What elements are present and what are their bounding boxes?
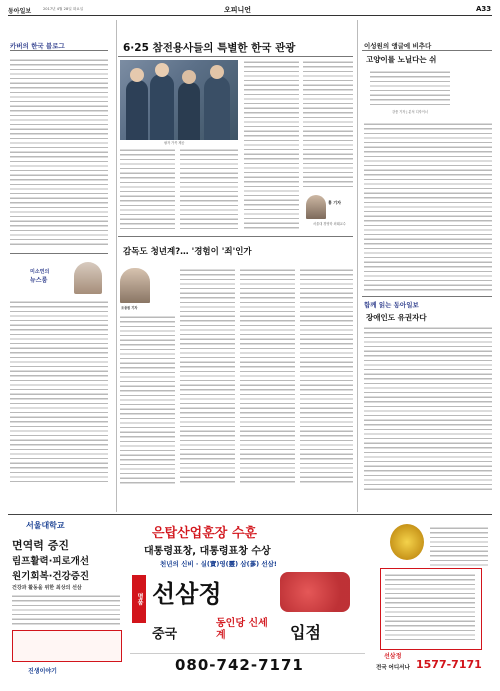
right-title: 고양이를 노닐다는 쉬 [366, 55, 437, 64]
ad-sub-award: 대통령표창, 대통령표창 수상 [144, 546, 271, 557]
columnist-avatar [74, 262, 102, 294]
right-text [364, 122, 492, 292]
masthead: 동아일보 [8, 8, 32, 15]
middle-author: 조종원 기자 [121, 306, 138, 310]
main-photo [120, 60, 238, 140]
ad-slogan: 천년의 신비 · 실(實)영(靈) 삼(蔘) 선삼! [160, 560, 277, 568]
ad-school-name: 서울대학교 [26, 521, 65, 530]
ad-product-name: 선삼정 [152, 580, 222, 608]
main-text-col1 [120, 148, 175, 230]
ad-center [130, 520, 365, 678]
header-rule [8, 15, 492, 16]
right-label-rule [362, 50, 492, 51]
middle-text-col3 [240, 268, 295, 485]
box-label-right: 함께 읽는 동아일보 [364, 301, 419, 309]
left-column-text [10, 58, 108, 248]
middle-text-col4 [300, 268, 353, 485]
ad-info-box [12, 630, 122, 662]
ad-top-rule [8, 514, 492, 515]
column-label-right: 이성원의 앵글에 비추다 [364, 42, 432, 50]
byline-name: 홍 기자 [328, 200, 341, 205]
right-box-title: 장애인도 유권자다 [366, 313, 427, 322]
center-divider [116, 20, 117, 512]
middle-text-col2 [180, 268, 235, 485]
ad-line-3: 원기회복·건강증진 [12, 571, 90, 582]
byline-sub: 서울대 경영학 외래교수 [313, 222, 346, 226]
main-headline-rule [118, 56, 353, 57]
right-divider [357, 20, 358, 512]
main-headline: 6·25 참전용사들의 특별한 한국 관광 [123, 42, 296, 54]
ad-award-title: 은탑산업훈장 수훈 [152, 526, 257, 541]
ad-line-4: 건강과 활동을 위한 최상의 선삼 [12, 585, 82, 591]
ad-brand-logo: 진생이야기 [28, 668, 57, 675]
ad-right-brand: 선삼정 [384, 653, 402, 660]
photo-caption: 필자 가족 제공 [164, 141, 185, 145]
ad-side-tag: 명품 [132, 575, 146, 623]
ad-phone-number: 080-742-7171 [175, 656, 304, 674]
middle-author-photo [120, 268, 150, 303]
ad-left [8, 520, 126, 678]
left-box-label: 미소연의 [30, 269, 50, 275]
ad-medal [390, 524, 424, 560]
section-name: 오피니언 [224, 6, 252, 14]
right-mid-rule [362, 296, 492, 297]
left-lower-text [10, 300, 108, 485]
main-text-col3 [244, 60, 299, 230]
main-text-col4 [303, 60, 353, 190]
left-box-sub: 뉴스룸 [30, 277, 48, 284]
left-box [10, 262, 108, 294]
middle-top-rule [118, 236, 353, 237]
ad-right-box [380, 568, 482, 650]
main-text-col2 [180, 148, 238, 230]
ad-feature: 동인당 신세계 [216, 618, 268, 641]
ad-right [370, 520, 492, 678]
ad-line-1: 면역력 증진 [12, 539, 69, 552]
ad-calligraphy [280, 572, 350, 612]
middle-headline: 감독도 청년계?… '경험이 '죄'인가 [123, 247, 252, 257]
left-mid-rule [10, 253, 108, 254]
ad-right-phone: 1577-7171 [416, 658, 482, 671]
ad-entry: 입점 [290, 623, 321, 642]
issue-date: 2017년 4월 28일 화요일 [43, 7, 84, 11]
left-label-rule [10, 50, 108, 51]
ad-phone-bar [130, 653, 365, 676]
ad-line-2: 림프활력·피로개선 [12, 556, 90, 567]
right-box-text [364, 326, 492, 491]
right-author: 강종 기자 | 분석 디자이너 [392, 110, 428, 114]
right-poem [370, 70, 450, 106]
author-photo [306, 195, 326, 219]
ad-china: 중국 [152, 627, 178, 642]
ad-phone-label: 전국 어디서나 [376, 665, 410, 671]
column-label-left: 카버의 한국 블로그 [10, 42, 65, 50]
middle-text-col1 [120, 315, 175, 485]
page-number: A33 [476, 5, 492, 13]
